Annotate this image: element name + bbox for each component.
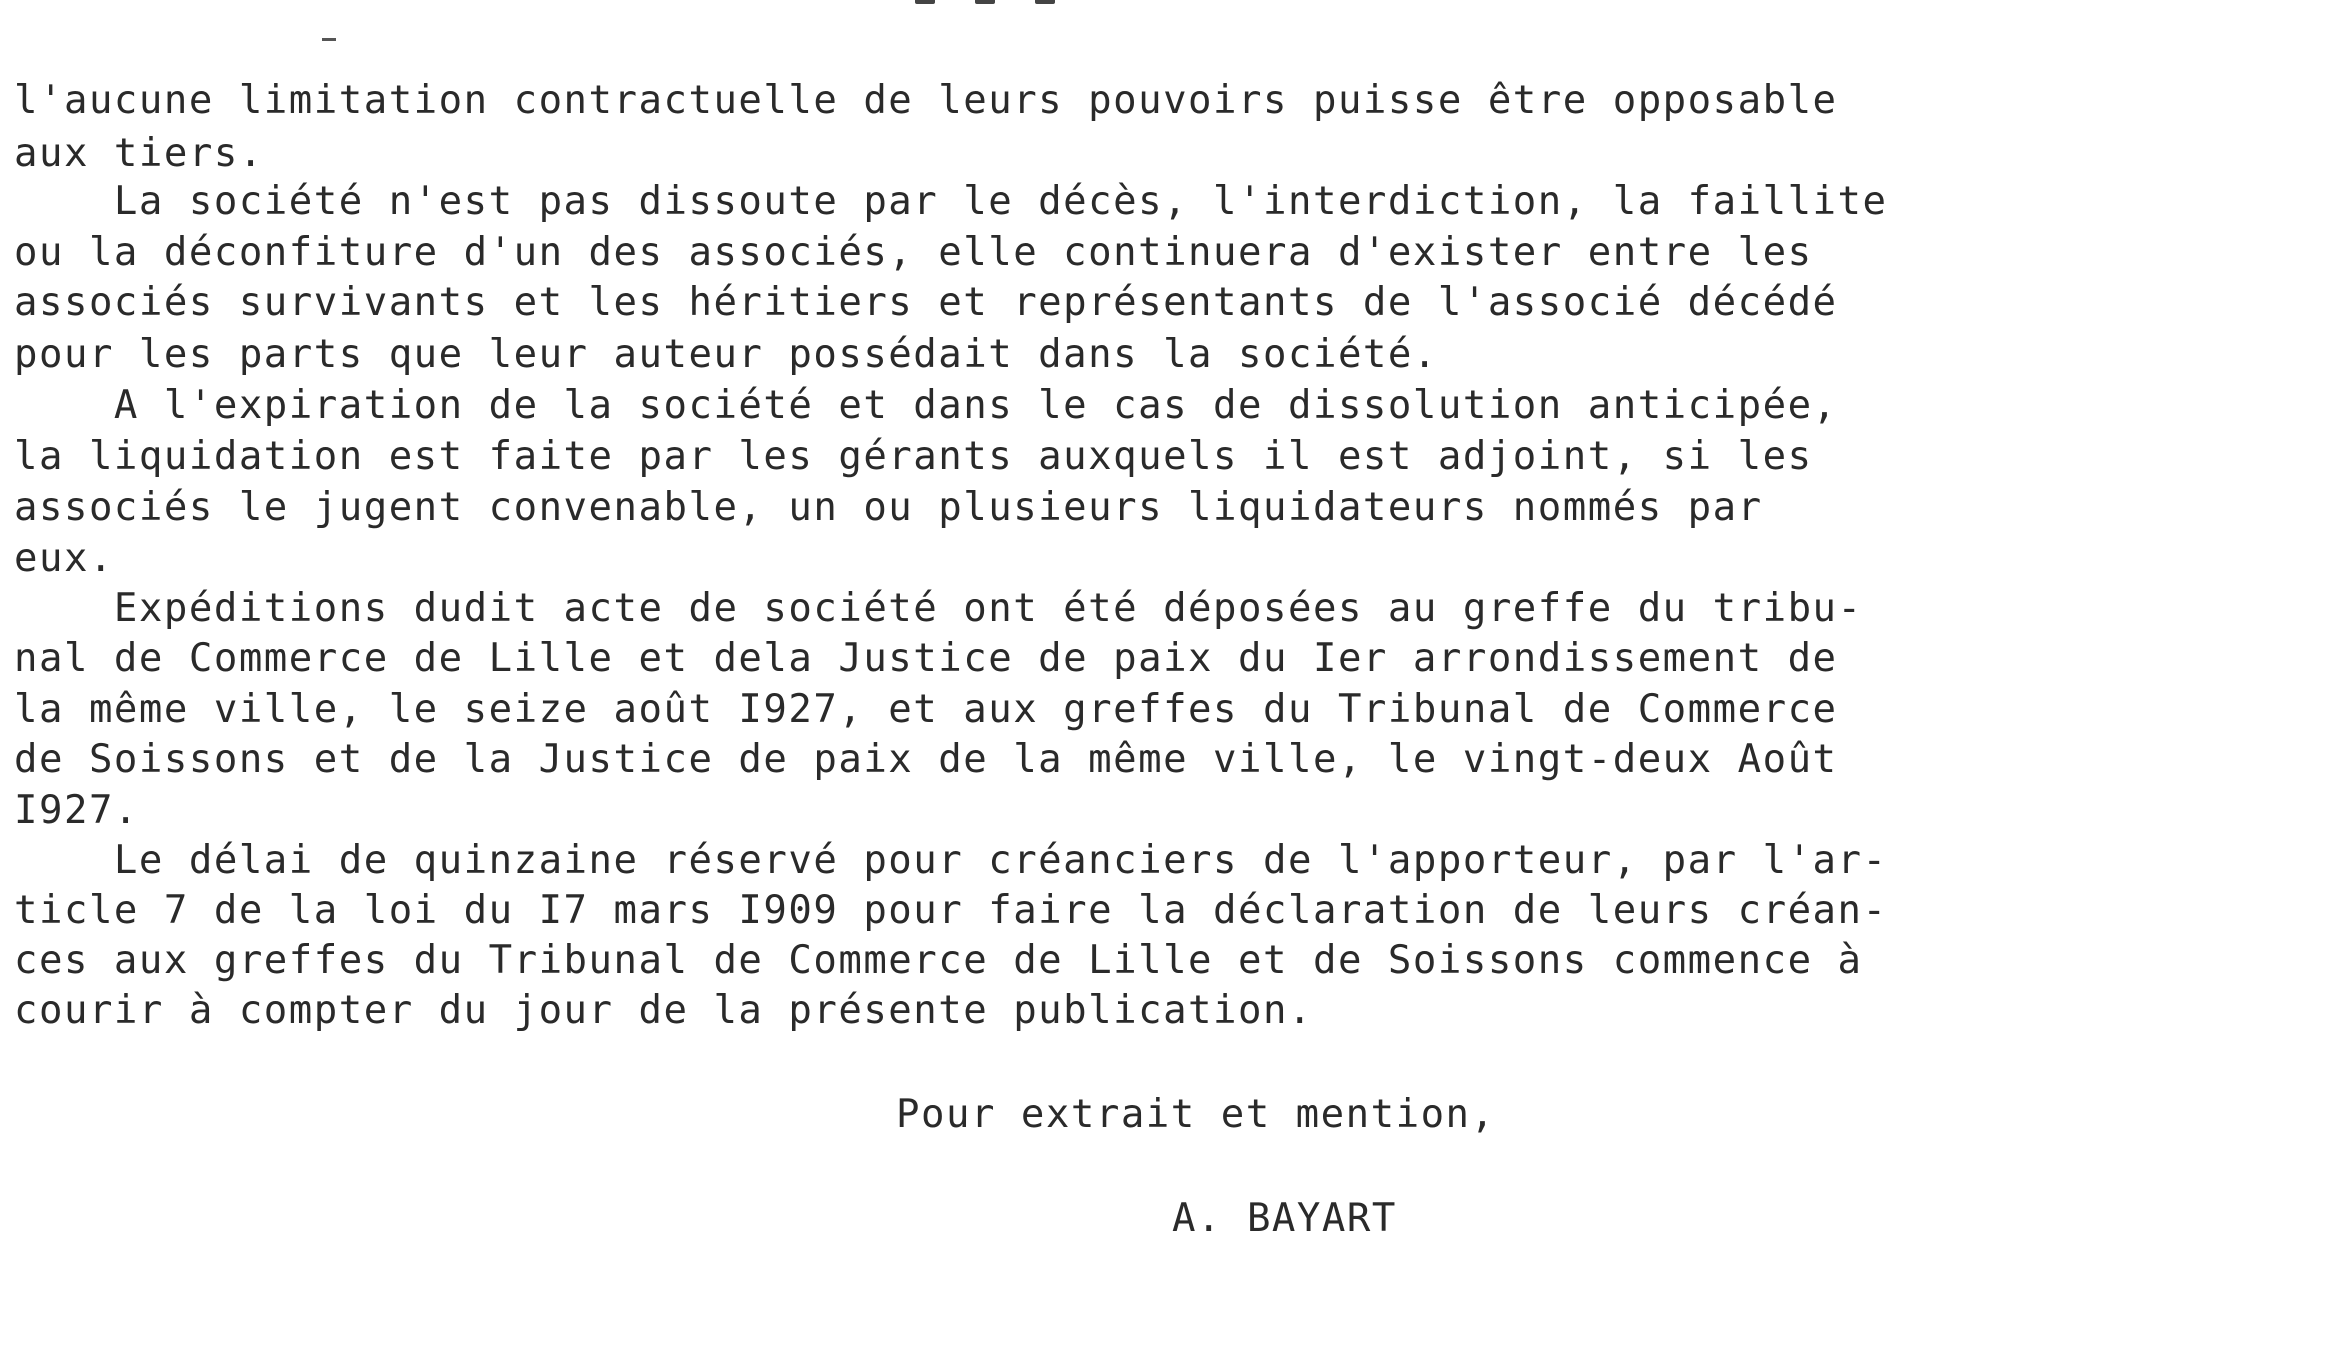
text-line: nal de Commerce de Lille et dela Justice de paix du Ier arrondissement de [14,636,1838,681]
text-line: la même ville, le seize août I927, et aux greffes du Tribunal de Commerce [14,687,1838,732]
margin-tick [322,38,336,41]
page-number-mark [915,0,1085,6]
text-line: ou la déconfiture d'un des associés, elle continuera d'exister entre les [14,230,1813,275]
text-line: A l'expiration de la société et dans le cas de dissolution anticipée, [14,383,1838,428]
text-line: associés le jugent convenable, un ou plusieurs liquidateurs nommés par [14,485,1763,530]
text-line: eux. [14,536,114,581]
text-line: ticle 7 de la loi du I7 mars I909 pour faire la déclaration de leurs créan- [14,888,1888,933]
text-line: aux tiers. [14,131,264,176]
text-line: Le délai de quinzaine réservé pour créanciers de l'apporteur, par l'ar- [14,838,1888,883]
text-line: ces aux greffes du Tribunal de Commerce de Lille et de Soissons commence à [14,938,1863,983]
text-line: courir à compter du jour de la présente publication. [14,988,1313,1033]
text-line: la liquidation est faite par les gérants auxquels il est adjoint, si les [14,434,1813,479]
text-line: pour les parts que leur auteur possédait dans la société. [14,332,1438,377]
text-line: de Soissons et de la Justice de paix de la même ville, le vingt-deux Août [14,737,1838,782]
text-line: associés survivants et les héritiers et représentants de l'associé décédé [14,280,1838,325]
closing-formula: Pour extrait et mention, [896,1092,1496,1137]
text-line: Expéditions dudit acte de société ont été déposées au greffe du tribu- [14,586,1863,631]
text-line: l'aucune limitation contractuelle de leurs pouvoirs puisse être opposable [14,78,1838,123]
text-line: I927. [14,788,139,833]
text-line: La société n'est pas dissoute par le décès, l'interdiction, la faillite [14,179,1888,224]
signature: A. BAYART [1172,1196,1397,1241]
